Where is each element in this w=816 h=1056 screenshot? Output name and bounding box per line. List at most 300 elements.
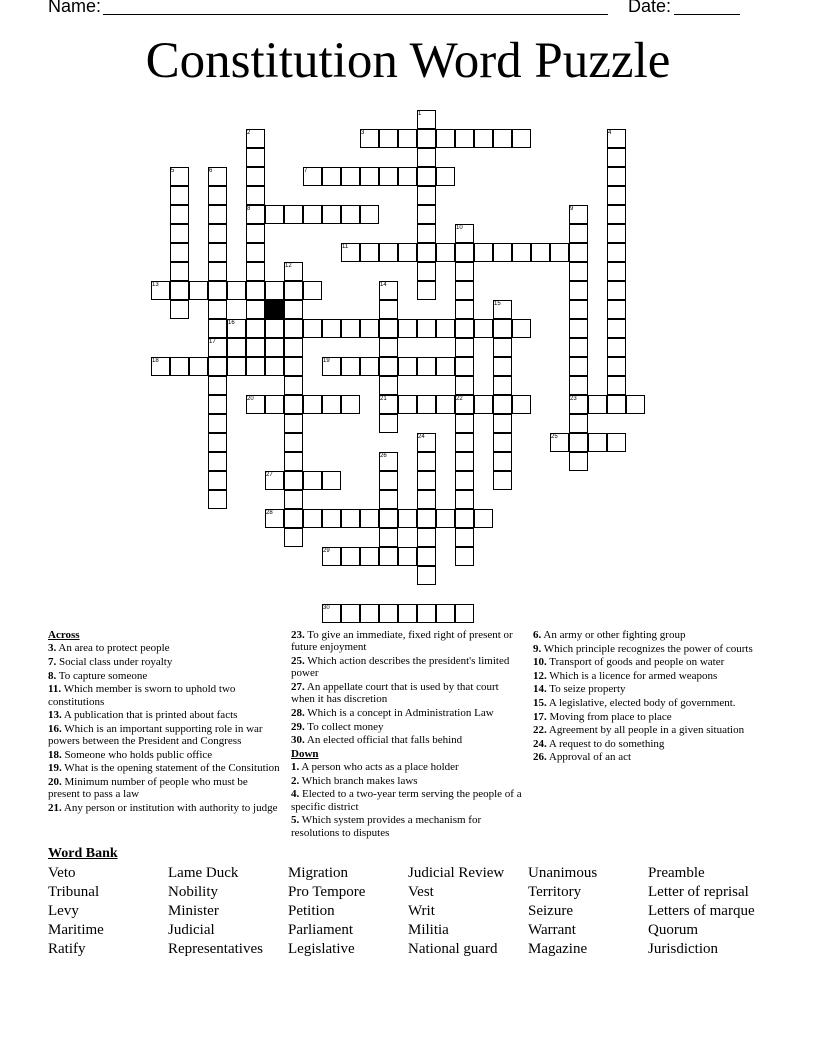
clue-number: 17. [533,710,547,723]
grid-number: 27 [266,472,273,478]
grid-cell[interactable] [379,338,398,357]
grid-cell[interactable] [455,357,474,376]
clue-text: A publication that is printed about facts [61,709,238,722]
clue-text: A legislative, elected body of government. [546,696,736,709]
word-bank-word: Migration [288,865,348,881]
clue [291,629,523,654]
grid-cell[interactable] [455,129,474,148]
grid-cell[interactable] [246,357,265,376]
grid-cell[interactable] [455,262,474,281]
clue-text: Minimum number of people who must be present to pass a law [48,775,248,801]
grid-cell[interactable] [569,376,588,395]
grid-cell[interactable] [284,452,303,471]
page-title: Constitution Word Puzzle [145,33,671,89]
word-bank-column [528,864,597,959]
grid-cell[interactable] [493,433,512,452]
grid-cell[interactable] [398,129,417,148]
grid-cell[interactable] [265,205,284,224]
grid-cell[interactable] [493,357,512,376]
grid-cell[interactable] [379,357,398,376]
clue-number: 14. [533,683,547,696]
grid-cell[interactable] [417,452,436,471]
clue-text: Which action describes the president's limited power [291,655,510,680]
grid-cell[interactable] [455,528,474,547]
grid-cell[interactable] [417,129,436,148]
clue-text: A person who acts as a place holder [299,761,459,774]
grid-cell[interactable] [474,395,493,414]
grid-number: 20 [247,396,254,402]
grid-cell[interactable] [341,167,360,186]
grid-cell[interactable] [398,357,417,376]
grid-cell[interactable] [360,243,379,262]
grid-number: 12 [285,263,292,269]
grid-cell[interactable] [455,604,474,623]
clue [48,683,280,708]
grid-cell[interactable] [379,604,398,623]
clue-text: Approval of an act [546,751,632,764]
clues-column-3 [533,629,765,765]
grid-cell[interactable] [284,414,303,433]
grid-number: 1 [418,111,422,117]
grid-cell[interactable] [303,471,322,490]
grid-cell[interactable] [246,281,265,300]
clue [48,723,280,748]
grid-cell[interactable] [208,281,227,300]
grid-cell[interactable] [265,338,284,357]
clue-number: 9. [533,642,542,655]
clue-number: 16. [48,722,62,735]
grid-cell[interactable] [360,547,379,566]
grid-cell[interactable] [493,376,512,395]
word-bank-word: Unanimous [528,865,598,881]
grid-cell[interactable] [417,395,436,414]
grid-cell[interactable] [265,281,284,300]
grid-cell[interactable] [417,281,436,300]
grid-cell[interactable] [379,129,398,148]
grid-cell[interactable] [379,528,398,547]
grid-cell[interactable] [569,281,588,300]
grid-cell[interactable] [208,224,227,243]
grid-cell[interactable] [246,300,265,319]
grid-cell[interactable] [417,262,436,281]
grid-cell[interactable] [588,433,607,452]
grid-cell[interactable] [607,224,626,243]
grid-cell[interactable] [569,224,588,243]
grid-cell[interactable] [455,243,474,262]
word-bank-word: Seizure [528,903,573,919]
grid-cell[interactable] [246,262,265,281]
clue-number: 26. [533,751,547,764]
word-bank-word: Letter of reprisal [648,884,749,900]
grid-cell[interactable] [341,205,360,224]
word-bank-word: Warrant [528,922,576,938]
grid-cell[interactable] [284,357,303,376]
grid-cell[interactable] [208,471,227,490]
grid-cell[interactable] [322,471,341,490]
grid-cell[interactable] [455,509,474,528]
clue [533,643,765,655]
grid-cell[interactable] [493,243,512,262]
grid-cell[interactable] [398,509,417,528]
grid-cell[interactable] [170,357,189,376]
grid-cell[interactable] [379,509,398,528]
grid-cell[interactable] [626,395,645,414]
grid-cell[interactable] [607,357,626,376]
grid-cell[interactable] [455,281,474,300]
word-bank-word: Legislative [288,941,355,957]
grid-cell[interactable] [322,319,341,338]
blocked-cell [265,300,284,319]
clue-text: Which is a concept in Administration Law [304,707,494,719]
grid-cell[interactable] [417,243,436,262]
grid-cell[interactable] [170,186,189,205]
grid-cell[interactable] [208,186,227,205]
grid-cell[interactable] [417,509,436,528]
grid-number: 21 [380,396,387,402]
grid-cell[interactable] [588,395,607,414]
grid-cell[interactable] [170,281,189,300]
grid-cell[interactable] [208,243,227,262]
grid-cell[interactable] [493,452,512,471]
grid-cell[interactable] [607,433,626,452]
grid-cell[interactable] [398,243,417,262]
grid-cell[interactable] [246,167,265,186]
grid-cell[interactable] [436,395,455,414]
clue [533,697,765,709]
grid-number: 16 [228,320,235,326]
grid-cell[interactable] [208,433,227,452]
grid-cell[interactable] [569,433,588,452]
clue-text: To collect money [304,720,384,733]
grid-cell[interactable] [208,414,227,433]
grid-cell[interactable] [607,205,626,224]
grid-cell[interactable] [360,357,379,376]
grid-cell[interactable] [284,319,303,338]
grid-cell[interactable] [246,338,265,357]
grid-cell[interactable] [208,376,227,395]
across-heading: Across [48,629,80,641]
grid-cell[interactable] [569,357,588,376]
grid-cell[interactable] [398,604,417,623]
clue [48,670,280,682]
clue-number: 30. [291,734,305,747]
grid-cell[interactable] [341,357,360,376]
grid-cell[interactable] [398,547,417,566]
grid-number: 22 [456,396,463,402]
grid-cell[interactable] [455,452,474,471]
grid-cell[interactable] [227,357,246,376]
grid-cell[interactable] [284,509,303,528]
clue [291,761,523,773]
grid-cell[interactable] [436,357,455,376]
grid-cell[interactable] [360,604,379,623]
grid-cell[interactable] [360,167,379,186]
grid-cell[interactable] [246,186,265,205]
grid-cell[interactable] [227,338,246,357]
grid-cell[interactable] [531,243,550,262]
grid-cell[interactable] [208,262,227,281]
grid-cell[interactable] [284,338,303,357]
clue-number: 28. [291,707,305,719]
grid-cell[interactable] [303,281,322,300]
grid-cell[interactable] [455,319,474,338]
grid-cell[interactable] [417,224,436,243]
grid-cell[interactable] [455,414,474,433]
grid-cell[interactable] [607,300,626,319]
grid-cell[interactable] [474,319,493,338]
word-bank-word: Nobility [168,884,219,900]
grid-cell[interactable] [379,376,398,395]
grid-cell[interactable] [379,490,398,509]
grid-cell[interactable] [417,471,436,490]
grid-cell[interactable] [322,167,341,186]
grid-number: 18 [152,358,159,364]
word-bank-word: Writ [408,903,435,919]
clue [533,711,765,723]
word-bank-word: Vest [408,884,434,900]
grid-cell[interactable] [493,471,512,490]
grid-cell[interactable] [512,129,531,148]
clue-number: 13. [48,709,62,722]
grid-cell[interactable] [474,243,493,262]
grid-cell[interactable] [360,509,379,528]
grid-cell[interactable] [227,281,246,300]
grid-cell[interactable] [417,319,436,338]
grid-cell[interactable] [455,490,474,509]
grid-cell[interactable] [379,471,398,490]
grid-cell[interactable] [208,395,227,414]
clue-number: 29. [291,720,305,733]
clue [48,642,280,654]
grid-cell[interactable] [512,395,531,414]
grid-cell[interactable] [493,395,512,414]
clue-text: Elected to a two-year term serving the people of a specific district [291,788,522,813]
clue-number: 1. [291,761,300,774]
grid-cell[interactable] [284,490,303,509]
grid-cell[interactable] [493,414,512,433]
grid-cell[interactable] [607,376,626,395]
grid-cell[interactable] [493,129,512,148]
grid-cell[interactable] [607,338,626,357]
grid-cell[interactable] [303,509,322,528]
clue-number: 3. [48,642,57,655]
grid-cell[interactable] [379,243,398,262]
grid-cell[interactable] [379,414,398,433]
word-bank-word: Veto [48,865,76,881]
grid-cell[interactable] [417,566,436,585]
word-bank-column [168,864,263,959]
grid-cell[interactable] [455,547,474,566]
grid-cell[interactable] [398,319,417,338]
grid-cell[interactable] [170,300,189,319]
grid-cell[interactable] [170,205,189,224]
grid-number: 24 [418,434,425,440]
grid-cell[interactable] [322,509,341,528]
clue [291,721,523,733]
clue [533,670,765,682]
grid-cell[interactable] [455,376,474,395]
grid-cell[interactable] [379,547,398,566]
grid-cell[interactable] [398,167,417,186]
grid-cell[interactable] [569,319,588,338]
word-bank-title: Word Bank [48,846,118,861]
grid-cell[interactable] [474,129,493,148]
clue [48,776,280,801]
grid-cell[interactable] [417,357,436,376]
grid-cell[interactable] [284,528,303,547]
grid-cell[interactable] [341,509,360,528]
grid-cell[interactable] [512,319,531,338]
grid-cell[interactable] [607,186,626,205]
grid-cell[interactable] [246,243,265,262]
grid-cell[interactable] [607,395,626,414]
clues-column-2 [291,629,523,840]
grid-cell[interactable] [607,319,626,338]
grid-cell[interactable] [246,224,265,243]
grid-cell[interactable] [284,433,303,452]
grid-cell[interactable] [284,205,303,224]
grid-cell[interactable] [455,433,474,452]
clue [48,656,280,668]
grid-cell[interactable] [265,319,284,338]
grid-cell[interactable] [379,167,398,186]
grid-cell[interactable] [455,338,474,357]
grid-cell[interactable] [607,281,626,300]
clue-text: Social class under royalty [56,656,173,668]
grid-cell[interactable] [607,243,626,262]
grid-number: 7 [304,168,308,174]
word-bank-word: Letters of marque [648,903,755,919]
grid-cell[interactable] [493,338,512,357]
grid-number: 13 [152,282,159,288]
word-bank-word: Tribunal [48,884,100,900]
grid-cell[interactable] [417,148,436,167]
grid-cell[interactable] [284,471,303,490]
grid-cell[interactable] [436,604,455,623]
grid-cell[interactable] [436,319,455,338]
grid-cell[interactable] [303,395,322,414]
grid-cell[interactable] [360,319,379,338]
grid-cell[interactable] [284,300,303,319]
grid-cell[interactable] [379,319,398,338]
grid-number: 26 [380,453,387,459]
grid-cell[interactable] [379,300,398,319]
grid-cell[interactable] [284,376,303,395]
grid-cell[interactable] [569,243,588,262]
clue-number: 2. [291,774,300,787]
grid-cell[interactable] [417,528,436,547]
grid-cell[interactable] [208,205,227,224]
grid-cell[interactable] [341,395,360,414]
grid-cell[interactable] [246,148,265,167]
grid-cell[interactable] [436,243,455,262]
clue-number: 15. [533,696,547,709]
grid-cell[interactable] [607,262,626,281]
grid-cell[interactable] [436,509,455,528]
grid-cell[interactable] [398,395,417,414]
clue-number: 20. [48,775,62,788]
grid-cell[interactable] [512,243,531,262]
down-heading: Down [291,747,319,760]
grid-cell[interactable] [436,167,455,186]
grid-cell[interactable] [455,471,474,490]
grid-cell[interactable] [417,186,436,205]
grid-cell[interactable] [208,490,227,509]
grid-cell[interactable] [360,205,379,224]
grid-cell[interactable] [322,395,341,414]
grid-cell[interactable] [550,243,569,262]
grid-cell[interactable] [436,129,455,148]
word-bank-word: Jurisdiction [648,941,718,957]
grid-cell[interactable] [208,357,227,376]
grid-cell[interactable] [303,205,322,224]
grid-cell[interactable] [569,262,588,281]
grid-cell[interactable] [474,509,493,528]
clue-number: 21. [48,801,62,814]
grid-number: 10 [456,225,463,231]
word-bank-word: Minister [168,903,219,919]
clue-text: Agreement by all people in a given situation [546,724,745,737]
clue-number: 7. [48,656,57,668]
grid-cell[interactable] [341,604,360,623]
grid-cell[interactable] [493,319,512,338]
grid-number: 25 [551,434,558,440]
grid-cell[interactable] [170,224,189,243]
grid-cell[interactable] [246,319,265,338]
grid-cell[interactable] [284,281,303,300]
grid-cell[interactable] [417,490,436,509]
clue [533,751,765,763]
grid-cell[interactable] [284,395,303,414]
word-bank-word: Magazine [528,941,588,957]
clue-text: Which member is sworn to uphold two constitutions [48,683,236,708]
grid-cell[interactable] [322,205,341,224]
grid-cell[interactable] [607,148,626,167]
grid-number: 19 [323,358,330,364]
clue [291,734,523,746]
grid-cell[interactable] [341,547,360,566]
grid-cell[interactable] [189,281,208,300]
grid-cell[interactable] [607,167,626,186]
grid-cell[interactable] [170,262,189,281]
grid-cell[interactable] [303,319,322,338]
grid-number: 2 [247,130,251,136]
grid-cell[interactable] [417,205,436,224]
grid-cell[interactable] [455,300,474,319]
grid-cell[interactable] [569,300,588,319]
word-bank-column [648,864,755,959]
grid-cell[interactable] [569,338,588,357]
grid-cell[interactable] [417,167,436,186]
clue [48,709,280,721]
grid-number: 14 [380,282,387,288]
grid-cell[interactable] [265,395,284,414]
clue-number: 22. [533,724,547,737]
grid-cell[interactable] [208,300,227,319]
grid-cell[interactable] [208,319,227,338]
grid-cell[interactable] [189,357,208,376]
word-bank-word: Preamble [648,865,705,881]
grid-cell[interactable] [417,604,436,623]
grid-cell[interactable] [341,319,360,338]
grid-cell[interactable] [265,357,284,376]
grid-cell[interactable] [569,414,588,433]
grid-number: 28 [266,510,273,516]
grid-cell[interactable] [569,452,588,471]
grid-cell[interactable] [417,547,436,566]
grid-cell[interactable] [170,243,189,262]
grid-cell[interactable] [208,452,227,471]
